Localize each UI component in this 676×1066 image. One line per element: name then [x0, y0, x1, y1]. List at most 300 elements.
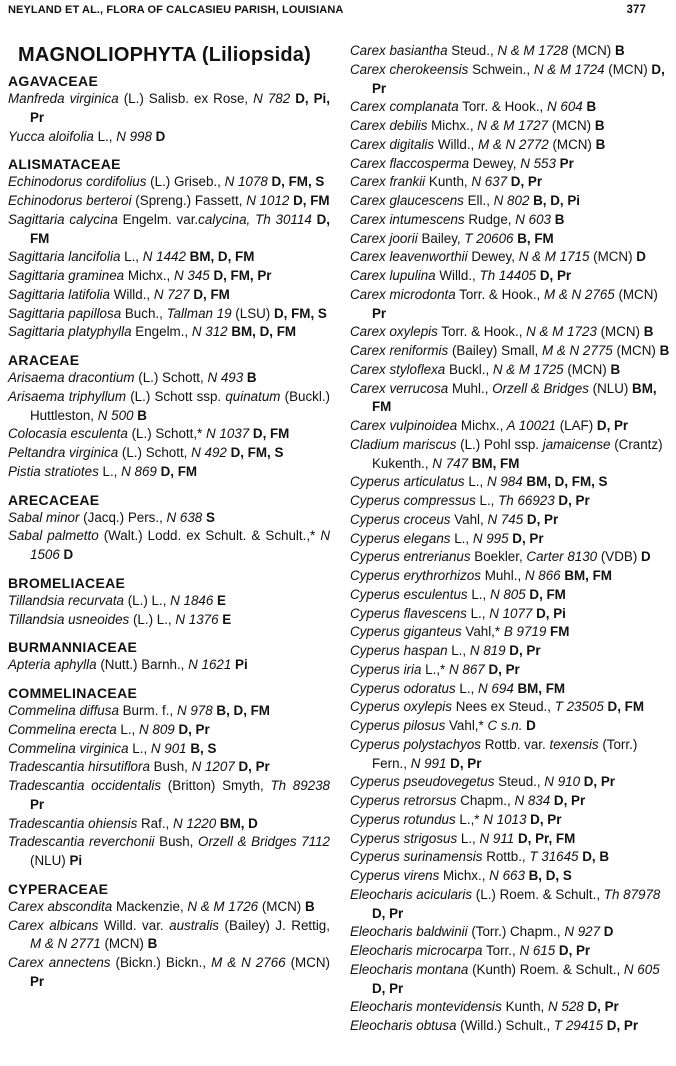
species-entry — [350, 886, 670, 924]
habitat-codes: D, Pi, Pr — [30, 91, 330, 125]
voucher-specimen: , Th 30114 — [246, 211, 312, 227]
author-citation: Ell., — [463, 193, 490, 208]
voucher-specimen: N 782 — [248, 91, 291, 106]
species-entry — [8, 211, 330, 249]
habitat-codes: D, Pr — [554, 493, 590, 508]
voucher-specimen: A 10021 — [503, 418, 556, 433]
species-entry — [350, 698, 670, 717]
species-entry — [350, 492, 670, 511]
species-entry — [8, 90, 330, 128]
habitat-codes: D, FM — [156, 463, 198, 479]
species-entry — [8, 323, 330, 342]
habitat-codes: D, FM, Pr — [209, 268, 272, 283]
taxon-name: Commelina virginica — [8, 740, 129, 756]
species-entry — [350, 961, 670, 999]
author-citation: Torr. & Hook., — [455, 286, 541, 302]
author-citation: (L.) Pohl ssp. — [456, 436, 540, 452]
author-citation: L., — [457, 830, 476, 846]
species-entry — [8, 777, 330, 815]
habitat-codes: D, Pr — [583, 999, 619, 1015]
taxon-name: Cyperus haspan — [350, 643, 448, 658]
taxon-name: Carex lupulina — [350, 268, 436, 283]
taxon-name: Carex glaucescens — [350, 193, 464, 208]
habitat-codes: B — [606, 361, 621, 377]
species-entry — [350, 530, 670, 549]
taxon-name: Carex debilis — [350, 118, 428, 133]
infraspecific-author: (Crantz) Kukenth., — [372, 436, 663, 471]
habitat-codes: BM, FM — [372, 380, 657, 415]
author-citation: Willd., — [109, 286, 151, 302]
herbarium-code: (LAF) — [555, 418, 594, 433]
voucher-specimen: C s.n. — [483, 718, 523, 733]
author-citation: L., — [98, 463, 118, 479]
voucher-specimen: N 834 — [510, 793, 551, 808]
habitat-codes: B, FM — [513, 230, 554, 246]
taxon-name: Cyperus articulatus — [350, 474, 465, 490]
habitat-codes: D, B — [578, 849, 610, 865]
author-citation: Buch., — [121, 305, 163, 321]
author-citation: Burm. f., — [118, 703, 174, 718]
taxon-name: Cyperus iria — [350, 661, 422, 677]
habitat-codes: D, FM — [603, 699, 644, 715]
species-entry — [8, 267, 330, 286]
herbarium-code: (MCN) — [563, 361, 607, 377]
author-citation: (Nutt.) Barnh., — [96, 657, 185, 673]
author-citation: Willd. var. — [98, 917, 164, 933]
author-citation: Michx., — [457, 418, 504, 433]
taxon-name: Sagittaria calycina — [8, 211, 118, 227]
voucher-specimen: M & N 2775 — [538, 343, 613, 358]
herbarium-code: (MCN) — [612, 343, 656, 358]
left-column — [8, 40, 330, 992]
taxon-name: Carex verrucosa — [350, 380, 449, 396]
herbarium-code: (NLU) — [588, 380, 629, 396]
habitat-codes: B, S — [186, 740, 217, 756]
voucher-specimen: T 23505 — [550, 699, 604, 715]
habitat-codes: FM — [546, 624, 570, 640]
author-citation: (Kunth) Roem. & Schult., — [468, 961, 621, 977]
voucher-specimen: N 802 — [489, 193, 530, 208]
author-citation: (Walt.) Lodd. ex Schult. & Schult.,* — [98, 528, 316, 544]
habitat-codes: D, Pr — [603, 1018, 639, 1033]
species-entry — [350, 248, 670, 267]
author-citation: Vahl,* — [445, 718, 484, 733]
voucher-specimen: N 867 — [445, 661, 485, 677]
habitat-codes: D, FM — [189, 286, 230, 302]
author-citation: Vahl, — [450, 511, 484, 527]
species-entry — [350, 117, 670, 136]
habitat-codes: E — [218, 611, 232, 627]
voucher-specimen: N 1376 — [171, 611, 219, 627]
herbarium-code: (MCN) — [596, 324, 640, 340]
taxon-name: Cyperus pilosus — [350, 718, 446, 733]
voucher-specimen: N 638 — [162, 509, 203, 525]
habitat-codes: D, Pr, FM — [514, 830, 576, 846]
voucher-specimen: M & N 2771 — [30, 936, 101, 952]
species-entry — [350, 811, 670, 830]
voucher-specimen: N 528 — [544, 999, 584, 1015]
voucher-specimen: N 603 — [511, 211, 551, 227]
taxon-name: Carex albicans — [8, 917, 99, 933]
voucher-specimen: N 1012 — [242, 193, 290, 208]
habitat-codes: Pr — [555, 155, 574, 171]
voucher-specimen: N & M 1724 — [530, 61, 605, 77]
species-entry — [8, 286, 330, 305]
species-entry — [350, 548, 670, 567]
infraspecific-name: jamaicense — [539, 436, 611, 452]
herbarium-code: (MCN) — [614, 286, 658, 302]
habitat-codes: Pr — [30, 796, 45, 812]
author-citation: Chapm., — [456, 793, 511, 808]
taxon-name: Cyperus entrerianus — [350, 549, 471, 565]
species-entry — [350, 286, 670, 324]
voucher-specimen: N 978 — [173, 703, 213, 718]
species-entry — [8, 702, 330, 721]
taxon-name: Colocasia esculenta — [8, 426, 128, 442]
voucher-specimen: N 866 — [521, 568, 561, 583]
taxon-name: Peltandra virginica — [8, 445, 119, 460]
species-entry — [8, 815, 330, 834]
taxon-name: Carex cherokeensis — [350, 61, 469, 77]
species-entry — [350, 586, 670, 605]
habitat-codes: D, Pr — [523, 511, 559, 527]
voucher-specimen: Tallman 19 — [162, 305, 232, 321]
taxon-name: Eleocharis montana — [350, 961, 469, 977]
species-entry — [350, 998, 670, 1017]
author-citation: Nees ex Steud., — [451, 699, 551, 715]
author-citation: L., — [450, 530, 470, 546]
voucher-specimen: N 615 — [515, 943, 556, 958]
author-citation: (Bailey) Small, — [448, 343, 539, 358]
author-citation: Steud., — [447, 43, 494, 58]
author-citation: L., — [475, 493, 495, 508]
taxon-name: Tradescantia reverchonii — [8, 834, 155, 850]
author-citation: Willd., — [434, 136, 475, 152]
author-citation: Rudge, — [464, 211, 512, 227]
author-citation: Torr., — [482, 943, 516, 958]
family-heading: CYPERACEAE — [8, 880, 109, 897]
running-head — [8, 2, 646, 20]
habitat-codes: D, Pr — [536, 268, 572, 283]
species-entry — [350, 605, 670, 624]
author-citation: Torr. & Hook., — [458, 99, 544, 115]
habitat-codes: B — [611, 43, 625, 58]
habitat-codes: D, FM, S — [270, 305, 327, 321]
habitat-codes: D, Pr — [580, 774, 616, 790]
species-entry — [8, 425, 330, 444]
species-entry — [350, 136, 670, 155]
habitat-codes: S — [202, 509, 215, 525]
species-entry — [8, 758, 330, 777]
family-heading: BURMANNIACEAE — [8, 639, 138, 656]
voucher-specimen: N & M 1728 — [493, 43, 569, 58]
voucher-specimen: N & M 1715 — [514, 249, 590, 265]
voucher-specimen: N 1442 — [139, 249, 186, 265]
voucher-specimen: Th 87978 — [600, 886, 661, 902]
herbarium-code: (MCN) — [547, 118, 592, 133]
family-heading: ALISMATACEAE — [8, 156, 121, 173]
voucher-specimen: M & N 2766 — [206, 955, 286, 970]
species-entry — [8, 898, 330, 917]
habitat-codes: B, D, Pi — [529, 193, 580, 208]
herbarium-code: (MCN) — [285, 955, 330, 970]
herbarium-code: (MCN) — [589, 249, 633, 265]
species-entry — [350, 42, 670, 61]
species-entry — [8, 721, 330, 740]
herbarium-code: (MCN) — [604, 61, 648, 77]
author-citation: Bush, — [154, 834, 194, 850]
author-citation: Muhl., — [480, 568, 522, 583]
author-citation: Rottb., — [482, 849, 526, 865]
voucher-specimen: N 312 — [188, 324, 228, 340]
taxon-name: Tillandsia recurvata — [8, 592, 124, 608]
voucher-specimen: Th 89238 — [263, 778, 330, 793]
author-citation: (Willd.) Schult., — [456, 1018, 551, 1033]
species-entry — [350, 830, 670, 849]
author-citation: (Bickn.) Bickn., — [110, 955, 207, 970]
voucher-specimen: N 869 — [117, 463, 157, 479]
species-entry — [350, 417, 670, 436]
taxon-name: Eleocharis obtusa — [350, 1018, 457, 1033]
taxon-name: Sagittaria lancifolia — [8, 249, 121, 265]
taxon-name: Cladium mariscus — [350, 436, 457, 452]
taxon-name: Carex leavenworthii — [350, 249, 468, 265]
author-citation: L., — [467, 586, 487, 602]
voucher-specimen: N & M 1727 — [473, 118, 548, 133]
habitat-codes: BM, FM — [468, 455, 520, 471]
author-citation: (L.) L., — [129, 611, 172, 627]
voucher-specimen: N 663 — [485, 868, 525, 883]
habitat-codes: D — [600, 924, 614, 940]
voucher-specimen: Orzell & Bridges — [488, 380, 589, 396]
habitat-codes: D, FM, S — [267, 174, 325, 190]
author-citation: Kunth, — [501, 999, 545, 1015]
taxon-name: Cyperus odoratus — [350, 680, 456, 696]
author-citation: Rottb. var. — [481, 736, 546, 752]
author-citation: Torr. & Hook., — [437, 324, 523, 340]
habitat-codes: D, Pr — [507, 174, 543, 190]
voucher-specimen: N 1077 — [485, 605, 533, 621]
species-entry — [350, 211, 670, 230]
species-entry — [8, 463, 330, 482]
author-citation: L., — [455, 680, 475, 696]
family-heading: BROMELIACEAE — [8, 574, 126, 591]
taxon-name: Manfreda virginica — [8, 91, 119, 106]
habitat-codes: D, Pr — [372, 980, 404, 996]
taxon-name: Cyperus compressus — [350, 493, 476, 508]
voucher-specimen: N 492 — [187, 445, 227, 460]
author-citation: Engelm., — [131, 324, 189, 340]
taxon-name: Carex styloflexa — [350, 361, 446, 377]
taxon-name: Cyperus erythrorhizos — [350, 568, 481, 583]
taxon-name: Cyperus surinamensis — [350, 849, 483, 865]
habitat-codes: D — [151, 128, 166, 144]
voucher-specimen: N 637 — [467, 174, 508, 190]
voucher-specimen: N 1037 — [202, 426, 250, 442]
herbarium-code: (MCN) — [568, 43, 612, 58]
species-entry — [8, 509, 330, 528]
author-citation: Muhl., — [448, 380, 489, 396]
species-entry — [350, 1017, 670, 1036]
species-entry — [350, 61, 670, 99]
author-citation: Bailey, — [417, 230, 461, 246]
taxon-name: Cyperus strigosus — [350, 830, 458, 846]
author-citation: L., — [447, 643, 467, 658]
habitat-codes: BM, D, FM, S — [522, 474, 608, 490]
habitat-codes: Pr — [30, 973, 45, 989]
habitat-codes: D, Pr — [174, 721, 210, 737]
infraspecific-author: (Buckl.) Huttleston, — [30, 388, 330, 423]
voucher-specimen: N 745 — [483, 511, 524, 527]
habitat-codes: E — [213, 592, 226, 608]
taxon-name: Cyperus retrorsus — [350, 793, 457, 808]
species-entry — [350, 923, 670, 942]
habitat-codes: D, FM — [525, 586, 566, 602]
voucher-specimen: N 553 — [516, 155, 556, 171]
voucher-specimen: T 20606 — [460, 230, 514, 246]
species-entry — [8, 248, 330, 267]
taxon-name: Cyperus croceus — [350, 511, 451, 527]
habitat-codes: Pr — [372, 305, 387, 321]
species-entry — [350, 867, 670, 886]
taxon-name: Cyperus polystachyos — [350, 736, 481, 752]
species-entry — [8, 917, 330, 955]
habitat-codes: D, Pr — [484, 661, 520, 677]
habitat-codes: B — [133, 407, 147, 423]
taxon-name: Sagittaria platyphylla — [8, 324, 132, 340]
species-entry — [350, 567, 670, 586]
taxon-name: Carex abscondita — [8, 898, 113, 914]
voucher-specimen: N 694 — [474, 680, 514, 696]
family-heading: ARECACEAE — [8, 491, 100, 508]
habitat-codes: D — [632, 249, 646, 265]
species-entry — [350, 942, 670, 961]
habitat-codes: D — [637, 549, 651, 565]
author-citation: Steud., — [494, 774, 541, 790]
species-entry — [350, 173, 670, 192]
voucher-specimen: N 605 — [620, 961, 660, 977]
author-citation: L., — [120, 249, 140, 265]
author-citation: (Britton) Smyth, — [161, 778, 264, 793]
taxon-name: Echinodorus berteroi — [8, 193, 132, 208]
author-citation: Kunth, — [425, 174, 468, 190]
taxon-name: Sabal palmetto — [8, 528, 99, 544]
voucher-specimen: N 991 — [406, 755, 447, 771]
voucher-specimen: N 984 — [483, 474, 523, 490]
voucher-specimen: M & N 2765 — [540, 286, 615, 302]
habitat-codes: D, Pr — [508, 530, 544, 546]
author-citation: Boekler, — [470, 549, 523, 565]
author-citation: L., — [466, 605, 486, 621]
taxon-name: Cyperus esculentus — [350, 586, 468, 602]
family-heading: COMMELINACEAE — [8, 685, 138, 701]
taxon-name: Carex frankii — [350, 174, 426, 190]
taxon-name: Arisaema triphyllum — [8, 388, 127, 404]
author-citation: Dewey, — [469, 155, 517, 171]
taxon-name: Eleocharis montevidensis — [350, 999, 502, 1015]
infraspecific-name: australis — [163, 917, 219, 933]
voucher-specimen: N 747 — [428, 455, 469, 471]
taxon-name: Sagittaria papillosa — [8, 305, 122, 321]
taxon-name: Carex vulpinoidea — [350, 418, 458, 433]
family-heading: ARACEAE — [8, 352, 80, 368]
family-heading: AGAVACEAE — [8, 73, 99, 89]
author-citation: Michx., — [439, 868, 486, 883]
habitat-codes: B — [591, 136, 606, 152]
author-citation: L., — [116, 721, 136, 737]
taxon-name: Carex flaccosperma — [350, 155, 470, 171]
species-entry — [8, 192, 330, 211]
species-entry — [350, 98, 670, 117]
author-citation: (L.) L., — [124, 592, 167, 608]
species-entry — [350, 323, 670, 342]
voucher-specimen: T 29415 — [550, 1018, 604, 1033]
taxon-name: Cyperus oxylepis — [350, 699, 452, 715]
author-citation: Dewey, — [467, 249, 515, 265]
species-entry — [350, 473, 670, 492]
author-citation: L.,* — [421, 661, 446, 677]
voucher-specimen: N 1621 — [184, 657, 232, 673]
taxon-name: Carex complanata — [350, 99, 459, 115]
habitat-codes: B, D, S — [524, 868, 572, 883]
voucher-specimen: Orzell & Bridges 7112 — [193, 834, 330, 850]
habitat-codes: BM, FM — [560, 568, 612, 583]
author-citation: L., — [128, 740, 148, 756]
species-entry — [350, 848, 670, 867]
voucher-specimen: N 809 — [135, 721, 175, 737]
habitat-codes: BM, FM — [513, 680, 566, 696]
voucher-specimen: N 604 — [543, 99, 583, 115]
taxon-name: Carex intumescens — [350, 211, 465, 227]
author-citation: Buckl., — [445, 361, 490, 377]
voucher-specimen: N 493 — [203, 370, 244, 385]
author-citation: L., — [464, 474, 484, 490]
species-entry — [350, 736, 670, 774]
taxon-name: Arisaema dracontium — [8, 370, 135, 385]
habitat-codes: BM, D, FM — [185, 249, 255, 265]
species-entry — [8, 369, 330, 388]
species-entry — [8, 740, 330, 759]
author-citation: Willd., — [435, 268, 476, 283]
taxon-name: Tradescantia occidentalis — [8, 778, 162, 793]
voucher-specimen: N 1220 — [169, 815, 217, 831]
taxon-name: Tradescantia hirsutiflora — [8, 759, 150, 775]
author-citation: Schwein., — [468, 61, 531, 77]
species-entry — [350, 717, 670, 736]
taxon-name: Cyperus elegans — [350, 530, 451, 546]
habitat-codes: D, FM — [249, 426, 290, 442]
author-citation: Engelm. var. — [117, 211, 199, 227]
author-citation: Michx., — [124, 268, 171, 283]
voucher-specimen: B 9719 — [500, 624, 547, 640]
author-citation: (L.) Schott,* — [127, 426, 203, 442]
habitat-codes: BM, D — [216, 815, 258, 831]
taxon-name: Cyperus virens — [350, 868, 440, 883]
species-entry — [8, 444, 330, 463]
author-citation: Michx., — [427, 118, 474, 133]
species-entry — [8, 833, 330, 871]
taxon-name: Sagittaria latifolia — [8, 286, 110, 302]
voucher-specimen: N 995 — [469, 530, 509, 546]
habitat-codes: D — [59, 547, 74, 562]
species-entry — [350, 361, 670, 380]
taxon-name: Commelina diffusa — [8, 703, 119, 718]
voucher-specimen: N 901 — [147, 740, 187, 756]
species-entry — [350, 230, 670, 249]
author-citation: (L.) Schott, — [134, 370, 204, 385]
species-entry — [350, 642, 670, 661]
habitat-codes: B — [640, 324, 654, 340]
